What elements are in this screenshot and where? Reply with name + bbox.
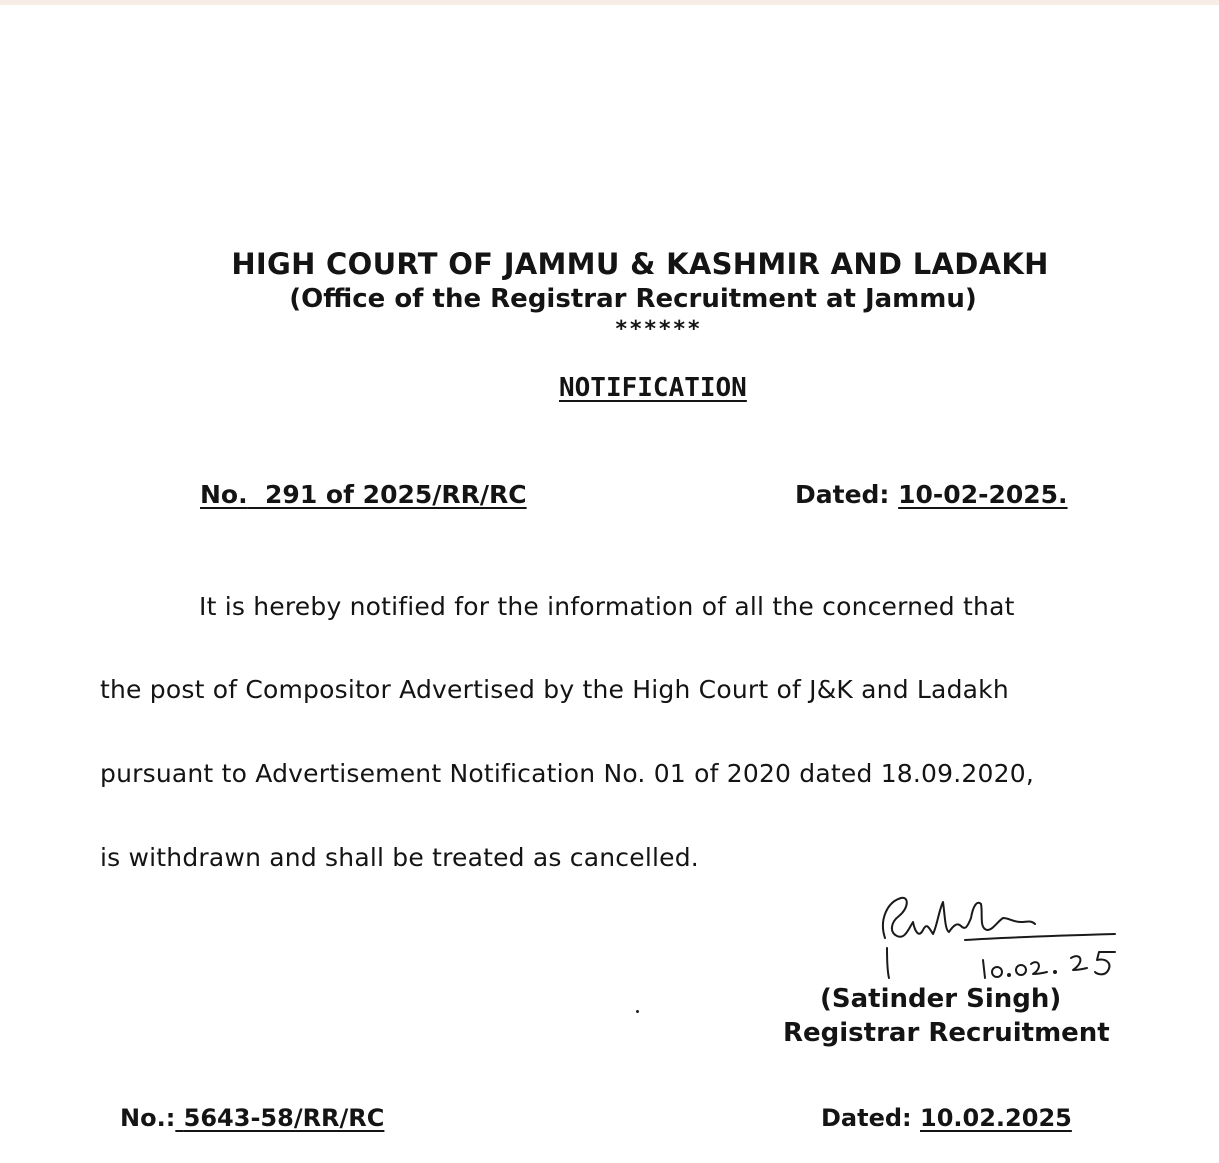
body-line-4: is withdrawn and shall be treated as cancelled. [100, 843, 699, 872]
separator-stars: ****** [615, 317, 703, 342]
reference-date [795, 480, 1068, 509]
body-line-3: pursuant to Advertisement Notification No. 01 of 2020 dated 18.09.2020, [100, 759, 1034, 788]
body-line-1: It is hereby notified for the information of all the concerned that [199, 592, 1015, 621]
reference-number-label: No. [200, 480, 248, 509]
reference-date-value: 10-02-2025. [898, 480, 1068, 509]
dispatch-number-label: No.: [120, 1104, 176, 1132]
top-border-strip [0, 0, 1219, 5]
notification-heading: NOTIFICATION [559, 373, 747, 403]
dispatch-date-label: Dated: [821, 1104, 912, 1132]
handwritten-signature [875, 888, 1135, 983]
reference-number-value: 291 of 2025/RR/RC [265, 480, 527, 509]
body-line-2: the post of Compositor Advertised by the High Court of J&K and Ladakh [100, 675, 1009, 704]
signer-name: (Satinder Singh) [820, 984, 1062, 1014]
dispatch-date [821, 1104, 1072, 1132]
dispatch-date-value: 10.02.2025 [920, 1104, 1072, 1132]
speck [636, 1010, 639, 1013]
dispatch-number-value: 5643-58/RR/RC [183, 1104, 385, 1132]
court-title: HIGH COURT OF JAMMU & KASHMIR AND LADAKH [231, 247, 1049, 281]
office-subtitle: (Office of the Registrar Recruitment at Jammu) [289, 284, 977, 314]
reference-date-label: Dated: [795, 480, 890, 509]
dispatch-number [120, 1104, 384, 1132]
signer-title: Registrar Recruitment [783, 1018, 1110, 1048]
reference-number [200, 480, 527, 509]
